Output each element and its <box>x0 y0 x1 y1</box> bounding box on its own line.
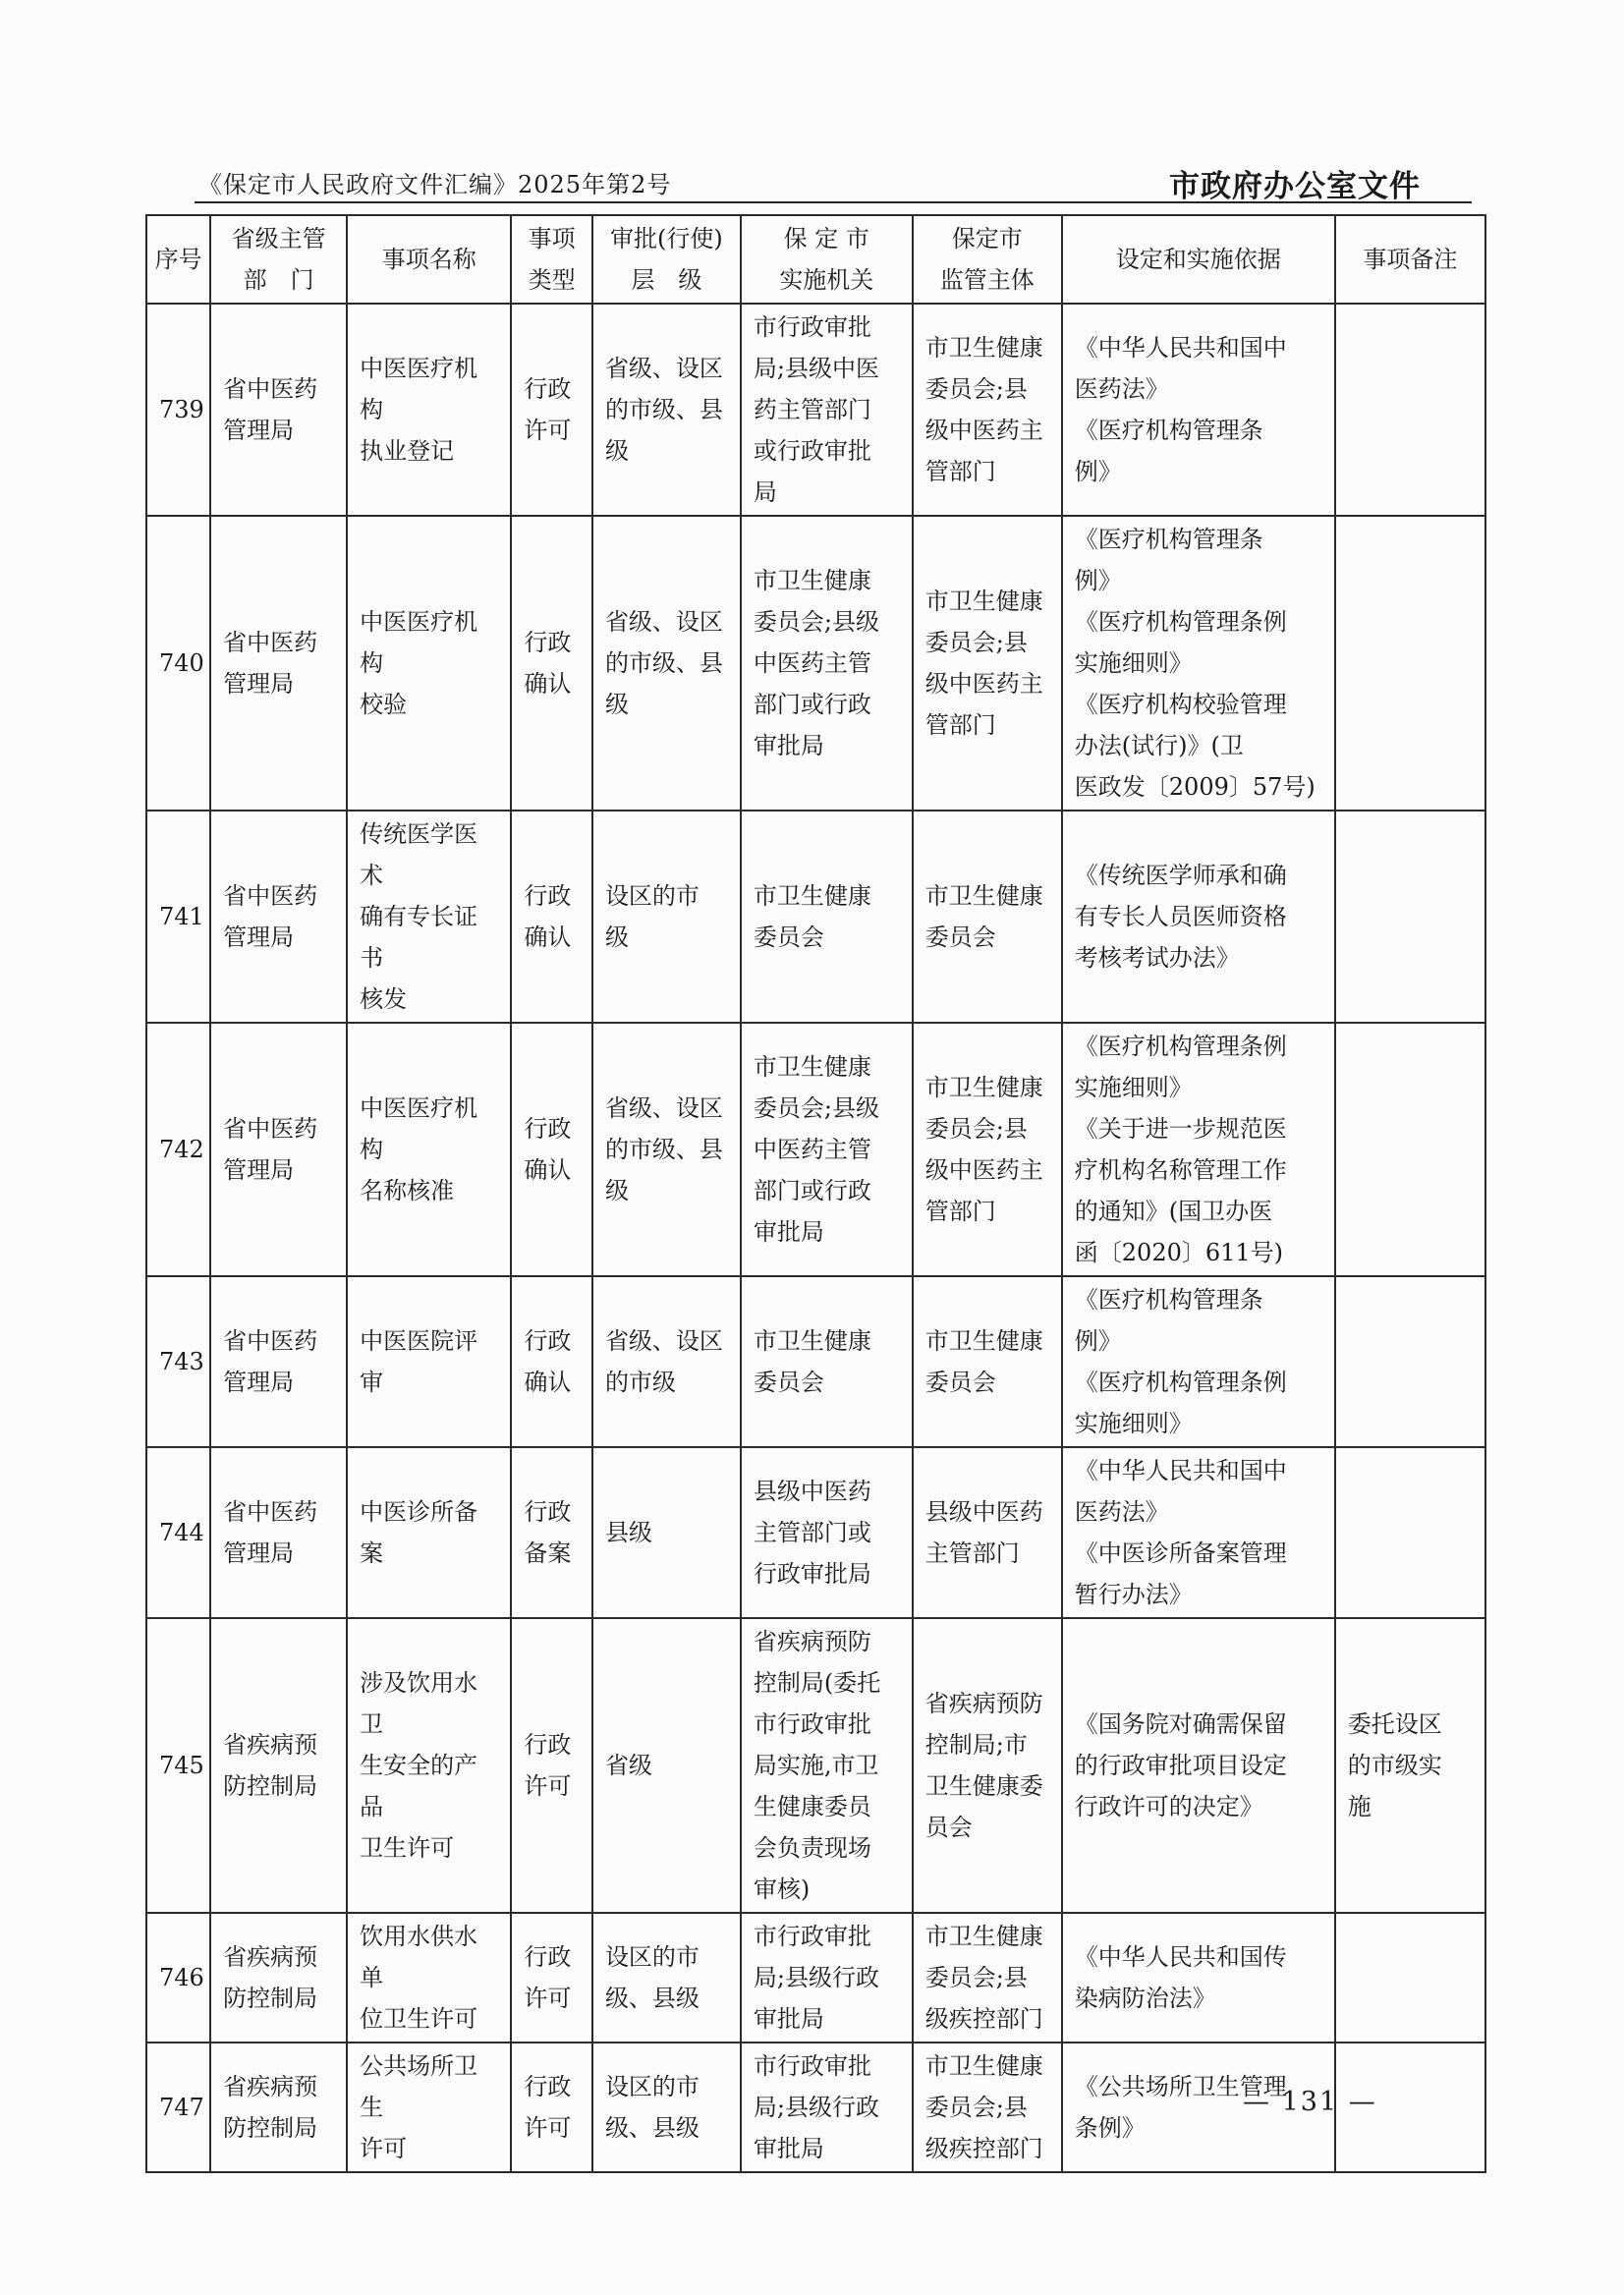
cell-agency: 县级中医药 主管部门或 行政审批局 <box>741 1447 913 1618</box>
cell-no: 742 <box>146 1023 210 1276</box>
cell-type: 行政 许可 <box>511 304 592 516</box>
cell-level: 省级、设区 的市级、县 级 <box>592 1023 741 1276</box>
cell-dept: 省中医药 管理局 <box>210 811 347 1023</box>
cell-type: 行政 备案 <box>511 1447 592 1618</box>
cell-supervisor: 市卫生健康 委员会;县 级中医药主 管部门 <box>913 304 1062 516</box>
cell-note <box>1335 304 1485 516</box>
col-header-basis: 设定和实施依据 <box>1062 215 1335 304</box>
cell-type: 行政 许可 <box>511 1913 592 2043</box>
cell-supervisor: 省疾病预防 控制局;市 卫生健康委 员会 <box>913 1618 1062 1913</box>
cell-agency: 市行政审批 局;县级中医 药主管部门 或行政审批 局 <box>741 304 913 516</box>
table-row <box>146 1276 1485 1447</box>
cell-level: 设区的市 级 <box>592 811 741 1023</box>
table-row <box>146 516 1485 811</box>
cell-dept: 省中医药 管理局 <box>210 304 347 516</box>
cell-dept: 省疾病预 防控制局 <box>210 2043 347 2172</box>
cell-note <box>1335 516 1485 811</box>
publication-title: 《保定市人民政府文件汇编》2025年第2号 <box>198 171 672 198</box>
cell-dept: 省疾病预 防控制局 <box>210 1618 347 1913</box>
cell-note <box>1335 1276 1485 1447</box>
cell-dept: 省中医药 管理局 <box>210 1023 347 1276</box>
table-row <box>146 1913 1485 2043</box>
cell-dept: 省中医药 管理局 <box>210 1276 347 1447</box>
cell-no: 739 <box>146 304 210 516</box>
cell-name: 中医医疗机构 名称核准 <box>347 1023 511 1276</box>
cell-name: 传统医学医术 确有专长证书 核发 <box>347 811 511 1023</box>
table-row <box>146 811 1485 1023</box>
cell-no: 743 <box>146 1276 210 1447</box>
cell-agency: 市行政审批 局;县级行政 审批局 <box>741 2043 913 2172</box>
cell-basis: 《医疗机构管理条 例》 《医疗机构管理条例 实施细则》 《医疗机构校验管理 办法(试行)》(卫 医政发〔2009〕57号) <box>1062 516 1335 811</box>
col-header-agency: 保 定 市 实施机关 <box>741 215 913 304</box>
cell-no: 746 <box>146 1913 210 2043</box>
cell-basis: 《医疗机构管理条例 实施细则》 《关于进一步规范医 疗机构名称管理工作 的通知》(国卫办医 函〔2020〕611号) <box>1062 1023 1335 1276</box>
cell-type: 行政 许可 <box>511 1618 592 1913</box>
table-row <box>146 304 1485 516</box>
cell-supervisor: 县级中医药 主管部门 <box>913 1447 1062 1618</box>
cell-basis: 《公共场所卫生管理 条例》 <box>1062 2043 1335 2172</box>
cell-agency: 市卫生健康 委员会;县级 中医药主管 部门或行政 审批局 <box>741 1023 913 1276</box>
cell-basis: 《中华人民共和国中 医药法》 《医疗机构管理条 例》 <box>1062 304 1335 516</box>
cell-note <box>1335 1913 1485 2043</box>
cell-note: 委托设区 的市级实 施 <box>1335 1618 1485 1913</box>
cell-supervisor: 市卫生健康 委员会 <box>913 1276 1062 1447</box>
cell-type: 行政 确认 <box>511 811 592 1023</box>
cell-dept: 省中医药 管理局 <box>210 1447 347 1618</box>
table-header-row <box>146 215 1485 304</box>
cell-level: 县级 <box>592 1447 741 1618</box>
table-row <box>146 1447 1485 1618</box>
cell-name: 中医诊所备案 <box>347 1447 511 1618</box>
header-rule <box>195 201 1472 203</box>
cell-basis: 《国务院对确需保留 的行政审批项目设定 行政许可的决定》 <box>1062 1618 1335 1913</box>
cell-note <box>1335 1447 1485 1618</box>
col-header-supervisor: 保定市 监管主体 <box>913 215 1062 304</box>
cell-level: 省级 <box>592 1618 741 1913</box>
cell-basis: 《医疗机构管理条 例》 《医疗机构管理条例 实施细则》 <box>1062 1276 1335 1447</box>
cell-type: 行政 确认 <box>511 516 592 811</box>
cell-type: 行政 确认 <box>511 1023 592 1276</box>
col-header-no: 序号 <box>146 215 210 304</box>
cell-basis: 《中华人民共和国中 医药法》 《中医诊所备案管理 暂行办法》 <box>1062 1447 1335 1618</box>
col-header-name: 事项名称 <box>347 215 511 304</box>
cell-agency: 市行政审批 局;县级行政 审批局 <box>741 1913 913 2043</box>
col-header-type: 事项 类型 <box>511 215 592 304</box>
items-table <box>145 214 1486 2173</box>
col-header-note: 事项备注 <box>1335 215 1485 304</box>
section-title: 市政府办公室文件 <box>1169 169 1421 204</box>
cell-name: 中医医疗机构 执业登记 <box>347 304 511 516</box>
cell-name: 中医医疗机构 校验 <box>347 516 511 811</box>
cell-level: 设区的市 级、县级 <box>592 1913 741 2043</box>
cell-level: 省级、设区 的市级 <box>592 1276 741 1447</box>
cell-supervisor: 市卫生健康 委员会;县 级疾控部门 <box>913 2043 1062 2172</box>
cell-name: 中医医院评审 <box>347 1276 511 1447</box>
cell-level: 省级、设区 的市级、县 级 <box>592 304 741 516</box>
cell-basis: 《中华人民共和国传 染病防治法》 <box>1062 1913 1335 2043</box>
cell-agency: 市卫生健康 委员会;县级 中医药主管 部门或行政 审批局 <box>741 516 913 811</box>
cell-name: 涉及饮用水卫 生安全的产品 卫生许可 <box>347 1618 511 1913</box>
cell-name: 饮用水供水单 位卫生许可 <box>347 1913 511 2043</box>
cell-agency: 省疾病预防 控制局(委托 市行政审批 局实施,市卫 生健康委员 会负责现场 审核) <box>741 1618 913 1913</box>
cell-no: 745 <box>146 1618 210 1913</box>
cell-no: 747 <box>146 2043 210 2172</box>
cell-basis: 《传统医学师承和确 有专长人员医师资格 考核考试办法》 <box>1062 811 1335 1023</box>
col-header-dept: 省级主管 部 门 <box>210 215 347 304</box>
cell-supervisor: 市卫生健康 委员会;县 级中医药主 管部门 <box>913 1023 1062 1276</box>
cell-no: 744 <box>146 1447 210 1618</box>
cell-supervisor: 市卫生健康 委员会;县 级疾控部门 <box>913 1913 1062 2043</box>
cell-supervisor: 市卫生健康 委员会 <box>913 811 1062 1023</box>
col-header-level: 审批(行使) 层 级 <box>592 215 741 304</box>
cell-name: 公共场所卫生 许可 <box>347 2043 511 2172</box>
cell-note <box>1335 1023 1485 1276</box>
cell-no: 741 <box>146 811 210 1023</box>
cell-level: 设区的市 级、县级 <box>592 2043 741 2172</box>
cell-agency: 市卫生健康 委员会 <box>741 1276 913 1447</box>
table-row <box>146 1618 1485 1913</box>
cell-note <box>1335 811 1485 1023</box>
cell-level: 省级、设区 的市级、县 级 <box>592 516 741 811</box>
cell-type: 行政 确认 <box>511 1276 592 1447</box>
table-row <box>146 1023 1485 1276</box>
cell-dept: 省中医药 管理局 <box>210 516 347 811</box>
cell-supervisor: 市卫生健康 委员会;县 级中医药主 管部门 <box>913 516 1062 811</box>
cell-agency: 市卫生健康 委员会 <box>741 811 913 1023</box>
cell-type: 行政 许可 <box>511 2043 592 2172</box>
cell-no: 740 <box>146 516 210 811</box>
page-number: — 131 — <box>1243 2087 1377 2117</box>
cell-dept: 省疾病预 防控制局 <box>210 1913 347 2043</box>
